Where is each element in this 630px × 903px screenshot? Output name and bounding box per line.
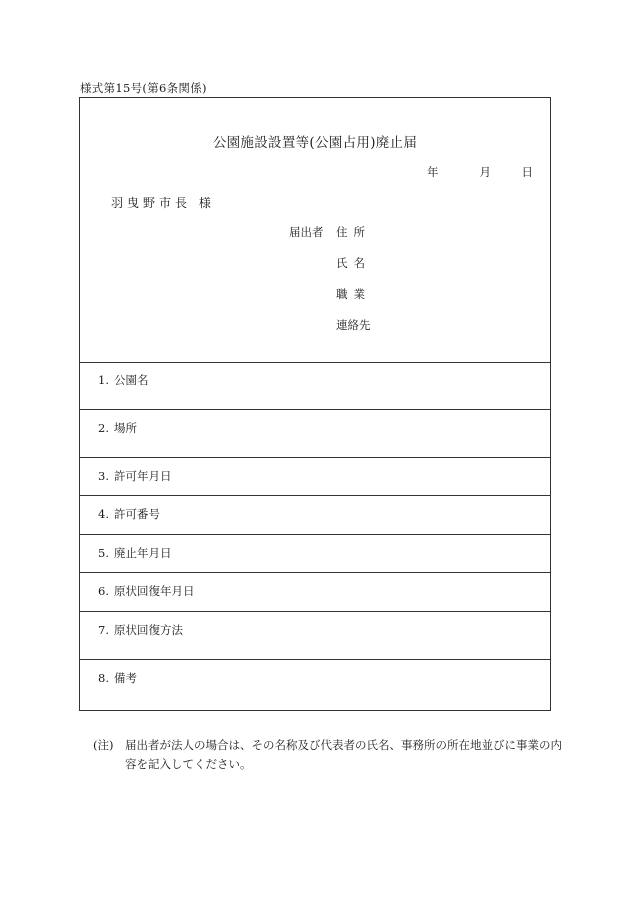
item-label xyxy=(98,545,172,561)
date-line xyxy=(427,164,533,180)
form-number: 様式第15号(第6条関係) xyxy=(80,81,207,95)
item-row-remarks xyxy=(80,660,550,712)
item-text: 備考 xyxy=(114,671,137,685)
item-list xyxy=(80,362,550,712)
notifier-field-contact: 連絡先 xyxy=(336,318,371,332)
item-label xyxy=(98,468,172,484)
item-row-restoration-date xyxy=(80,573,550,612)
item-number: 1. xyxy=(98,373,109,387)
date-year-label: 年 xyxy=(427,165,439,179)
item-number: 2. xyxy=(98,421,109,435)
item-number: 7. xyxy=(98,623,109,637)
form-header xyxy=(80,98,550,363)
item-text: 公園名 xyxy=(114,373,149,387)
notifier-fields xyxy=(336,224,371,348)
notifier-field-address: 住所 xyxy=(336,225,371,239)
item-number: 5. xyxy=(98,546,109,560)
item-row-location xyxy=(80,410,550,458)
item-row-permit-number xyxy=(80,496,550,535)
item-text: 場所 xyxy=(114,421,137,435)
addressee: 羽曳野市長 様 xyxy=(111,196,215,210)
item-label xyxy=(98,583,195,599)
notification-form xyxy=(79,97,551,711)
notifier-label: 届出者 xyxy=(289,225,324,239)
item-number: 6. xyxy=(98,584,109,598)
item-text: 許可年月日 xyxy=(114,469,172,483)
item-label xyxy=(98,670,137,686)
item-text: 原状回復方法 xyxy=(114,623,183,637)
footnote-mark: (注) xyxy=(93,738,114,752)
item-row-abolition-date xyxy=(80,535,550,573)
notifier-field-name: 氏名 xyxy=(336,256,371,270)
item-row-park-name xyxy=(80,362,550,410)
item-label xyxy=(98,372,149,388)
date-month-label: 月 xyxy=(479,165,491,179)
item-label xyxy=(98,506,160,522)
item-text: 廃止年月日 xyxy=(114,546,172,560)
footnote xyxy=(93,736,563,774)
item-row-restoration-method xyxy=(80,612,550,660)
item-label xyxy=(98,622,183,638)
item-text: 原状回復年月日 xyxy=(114,584,195,598)
page-title: 公園施設設置等(公園占用)廃止届 xyxy=(212,135,418,151)
item-number: 4. xyxy=(98,507,109,521)
item-number: 3. xyxy=(98,469,109,483)
item-row-permit-date xyxy=(80,458,550,496)
notifier-field-occupation: 職業 xyxy=(336,287,371,301)
date-day-label: 日 xyxy=(521,165,533,179)
item-label xyxy=(98,420,137,436)
item-number: 8. xyxy=(98,671,109,685)
footnote-text: 届出者が法人の場合は、その名称及び代表者の氏名、事務所の所在地並びに事業の内容を記入してください。 xyxy=(125,738,562,771)
item-text: 許可番号 xyxy=(114,507,160,521)
